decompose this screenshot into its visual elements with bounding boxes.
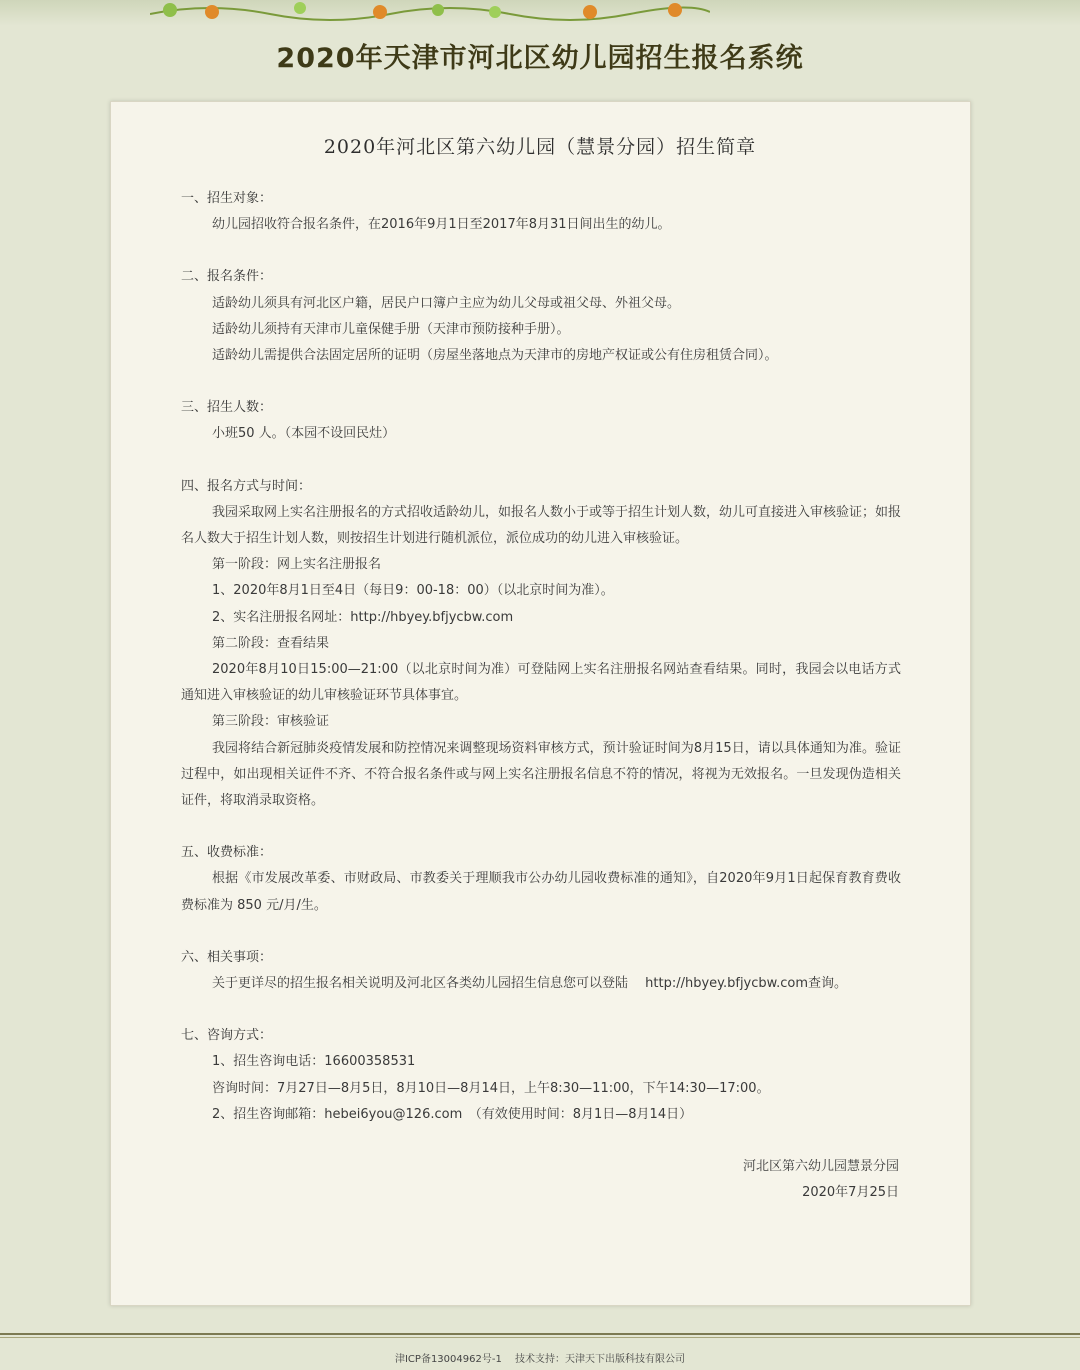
paragraph: 第三阶段：审核验证 bbox=[212, 714, 330, 730]
section-heading: 七、咨询方式： bbox=[181, 1028, 273, 1044]
paragraph: 适龄幼儿须具有河北区户籍，居民户口簿户主应为幼儿父母或祖父母、外祖父母。 bbox=[212, 295, 681, 311]
paragraph: 第二阶段：查看结果 bbox=[212, 635, 330, 651]
signature-date: 2020年7月25日 bbox=[802, 1185, 899, 1201]
signature-org: 河北区第六幼儿园慧景分园 bbox=[742, 1159, 899, 1175]
paragraph: 根据《市发展改革委、市财政局、市教委关于理顺我市公办幼儿园收费标准的通知》，自2020年9月1日起保育教育费收费标准为 850 元/月/生。 bbox=[181, 871, 901, 913]
paragraph: 咨询时间：7月27日—8月5日，8月10日—8月14日，上午8:30—11:00，下午14:30—17:00。 bbox=[212, 1080, 770, 1096]
section-heading: 一、招生对象： bbox=[181, 191, 273, 206]
site-title: 2020年天津市河北区幼儿园招生报名系统 bbox=[276, 43, 804, 74]
paragraph: 幼儿园招收符合报名条件，在2016年9月1日至2017年8月31日间出生的幼儿。 bbox=[212, 217, 671, 233]
top-decoration bbox=[0, 0, 1080, 26]
paragraph: 小班50 人。（本园不设回民灶） bbox=[212, 426, 396, 442]
section-target bbox=[181, 186, 901, 238]
section-related bbox=[181, 945, 901, 997]
section-heading: 四、报名方式与时间： bbox=[181, 478, 312, 494]
section-conditions bbox=[181, 264, 901, 369]
paragraph: 我园将结合新冠肺炎疫情发展和防控情况来调整现场资料审核方式，预计验证时间为8月15日，请以具体通知为准。验证过程中，如出现相关证件不齐、不符合报名条件或与网上实名注册报名信息不符的情况，将视为无效报名。一旦发现伪造相关证件，将取消录取资格。 bbox=[181, 740, 901, 809]
vine-decoration-icon bbox=[150, 0, 710, 26]
paragraph: 第一阶段：网上实名注册报名 bbox=[212, 557, 382, 573]
section-fees bbox=[181, 840, 901, 919]
document-body bbox=[181, 186, 901, 1207]
footer-divider bbox=[0, 1333, 1080, 1338]
section-heading: 六、相关事项： bbox=[181, 949, 273, 965]
paragraph: 2、招生咨询邮箱：hebei6you@126.com （有效使用时间：8月1日—8月14日） bbox=[212, 1106, 693, 1122]
section-heading: 二、报名条件： bbox=[181, 269, 273, 285]
paragraph: 1、2020年8月1日至4日（每日9：00-18：00）（以北京时间为准）。 bbox=[212, 583, 614, 599]
section-method bbox=[181, 474, 901, 815]
paragraph: 适龄幼儿须持有天津市儿童保健手册（天津市预防接种手册）。 bbox=[212, 321, 570, 337]
paragraph: 2、实名注册报名网址：http://hbyey.bfjycbw.com bbox=[212, 609, 514, 625]
section-heading: 三、招生人数： bbox=[181, 400, 273, 416]
section-contact bbox=[181, 1023, 901, 1128]
paragraph: 2020年8月10日15:00—21:00（以北京时间为准）可登陆网上实名注册报名网站查看结果。同时，我园会以电话方式通知进入审核验证的幼儿审核验证环节具体事宜。 bbox=[181, 662, 901, 704]
section-quota bbox=[181, 395, 901, 447]
footer-text: 津ICP备13004962号-1 技术支持：天津天下出版科技有限公司 bbox=[394, 1354, 685, 1365]
paragraph: 我园采取网上实名注册报名的方式招收适龄幼儿，如报名人数小于或等于招生计划人数，幼儿可直接进入审核验证；如报名人数大于招生计划人数，则按招生计划进行随机派位，派位成功的幼儿进入审核验证。 bbox=[181, 504, 902, 547]
paragraph: 1、招生咨询电话：16600358531 bbox=[212, 1054, 416, 1070]
paragraph: 适龄幼儿需提供合法固定居所的证明（房屋坐落地点为天津市的房地产权证或公有住房租赁合同）。 bbox=[212, 348, 778, 364]
document-title: 2020年河北区第六幼儿园（慧景分园）招生简章 bbox=[323, 136, 757, 158]
section-heading: 五、收费标准： bbox=[181, 845, 273, 861]
paragraph: 关于更详尽的招生报名相关说明及河北区各类幼儿园招生信息您可以登陆 http://hbyey.bfjycbw.com查询。 bbox=[212, 976, 847, 992]
